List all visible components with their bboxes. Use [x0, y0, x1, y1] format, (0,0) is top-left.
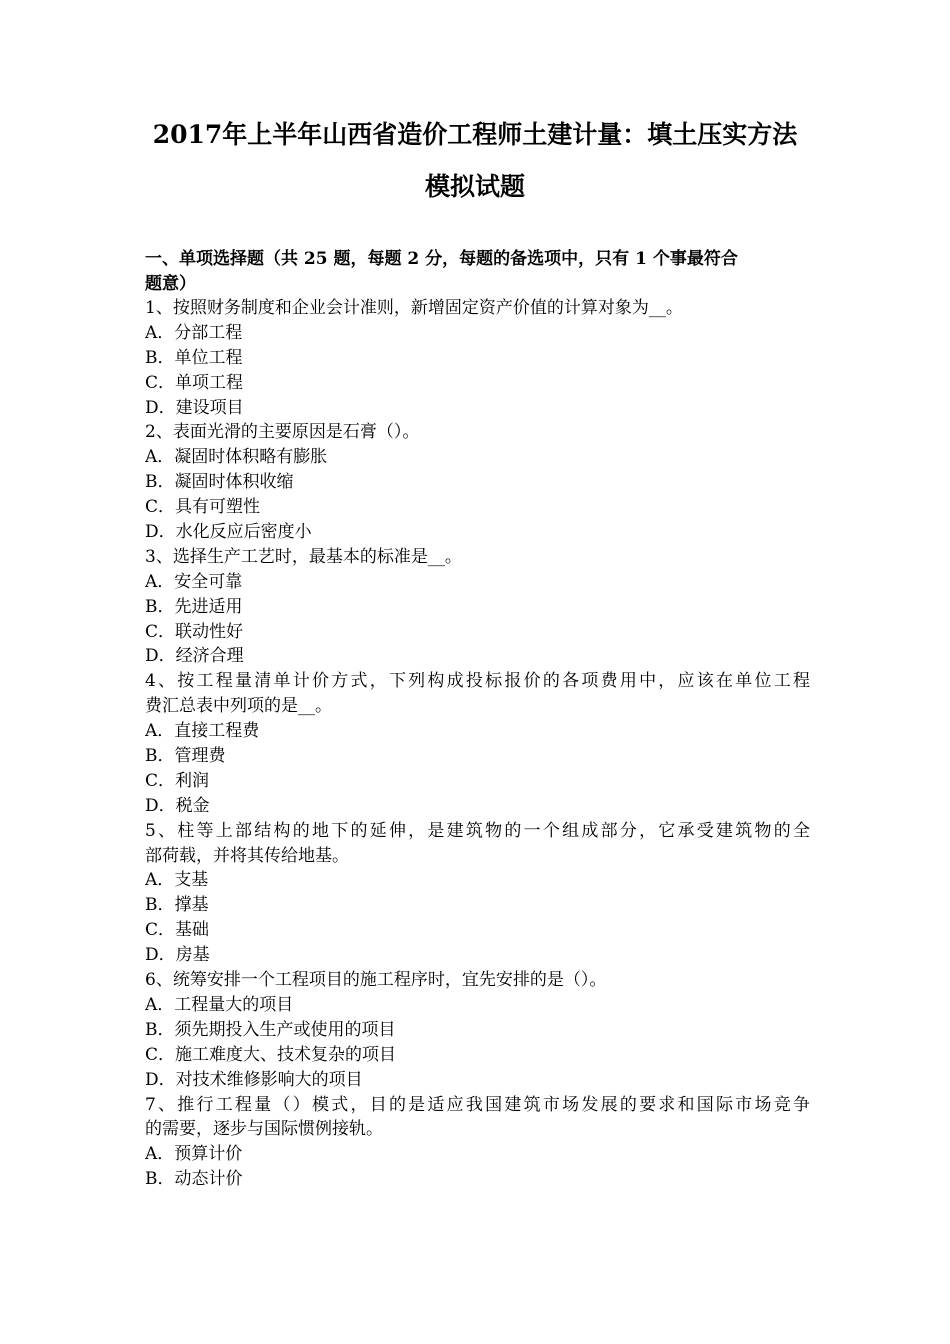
- answer-option: A．支基: [145, 870, 209, 891]
- answer-option: C．利润: [145, 770, 210, 791]
- section-heading-line-1: 一、单项选择题（共 25 题，每题 2 分，每题的备选项中，只有 1 个事最符合: [145, 249, 738, 269]
- answer-option: B．动态计价: [145, 1169, 243, 1190]
- answer-option: D．经济合理: [145, 646, 244, 667]
- question-stem: 5、柱等上部结构的地下的延伸，是建筑物的一个组成部分，它承受建筑物的全: [145, 820, 810, 841]
- question-block: [145, 669, 810, 818]
- answer-option: D．税金: [145, 795, 210, 816]
- answer-option: D．建设项目: [145, 397, 244, 418]
- answer-option: C．施工难度大、技术复杂的项目: [145, 1044, 397, 1065]
- document-title-line-1: 2017年上半年山西省造价工程师土建计量：填土压实方法: [152, 120, 798, 149]
- answer-option: B．单位工程: [145, 347, 243, 368]
- answer-option: B．凝固时体积收缩: [145, 472, 294, 493]
- question-stem: 6、统筹安排一个工程项目的施工程序时，宜先安排的是（）。: [145, 970, 607, 991]
- answer-option: D．房基: [145, 945, 210, 966]
- section-heading: [145, 247, 810, 297]
- question-block: [145, 420, 810, 544]
- question-stem: 的需要，逐步与国际惯例接轨。: [145, 1119, 383, 1140]
- answer-option: C．单项工程: [145, 372, 244, 393]
- answer-option: A．凝固时体积略有膨胀: [145, 447, 328, 468]
- question-block: [145, 296, 810, 420]
- answer-option: B．管理费: [145, 746, 226, 767]
- question-stem: 3、选择生产工艺时，最基本的标准是__。: [145, 546, 462, 567]
- question-stem: 1、按照财务制度和企业会计准则，新增固定资产价值的计算对象为__。: [145, 298, 683, 318]
- answer-option: D．水化反应后密度小: [145, 522, 312, 543]
- answer-option: C．基础: [145, 920, 210, 941]
- answer-option: A．直接工程费: [145, 721, 260, 742]
- answer-option: C．具有可塑性: [145, 497, 261, 518]
- answer-option: D．对技术维修影响大的项目: [145, 1069, 363, 1090]
- question-block: [145, 819, 810, 968]
- answer-option: A．预算计价: [145, 1144, 243, 1165]
- question-block: [145, 1093, 810, 1193]
- question-stem: 7、推行工程量（）模式，目的是适应我国建筑市场发展的要求和国际市场竞争: [145, 1094, 810, 1115]
- question-stem: 费汇总表中列项的是__。: [145, 696, 332, 717]
- question-stem: 2、表面光滑的主要原因是石膏（）。: [145, 422, 420, 443]
- answer-option: A．工程量大的项目: [145, 994, 294, 1015]
- document-title-line-2: 模拟试题: [424, 172, 525, 201]
- answer-option: B．先进适用: [145, 596, 243, 617]
- question-stem: 4、按工程量清单计价方式，下列构成投标报价的各项费用中，应该在单位工程: [145, 671, 810, 692]
- question-list: [145, 296, 810, 1192]
- section-heading-line-2: 题意）: [145, 274, 196, 294]
- answer-option: A．分部工程: [145, 322, 243, 343]
- answer-option: B．撑基: [145, 895, 209, 916]
- question-block: [145, 545, 810, 669]
- answer-option: B．须先期投入生产或使用的项目: [145, 1019, 396, 1040]
- question-stem: 部荷载，并将其传给地基。: [145, 845, 349, 866]
- answer-option: C．联动性好: [145, 621, 244, 642]
- answer-option: A．安全可靠: [145, 571, 243, 592]
- question-block: [145, 968, 810, 1092]
